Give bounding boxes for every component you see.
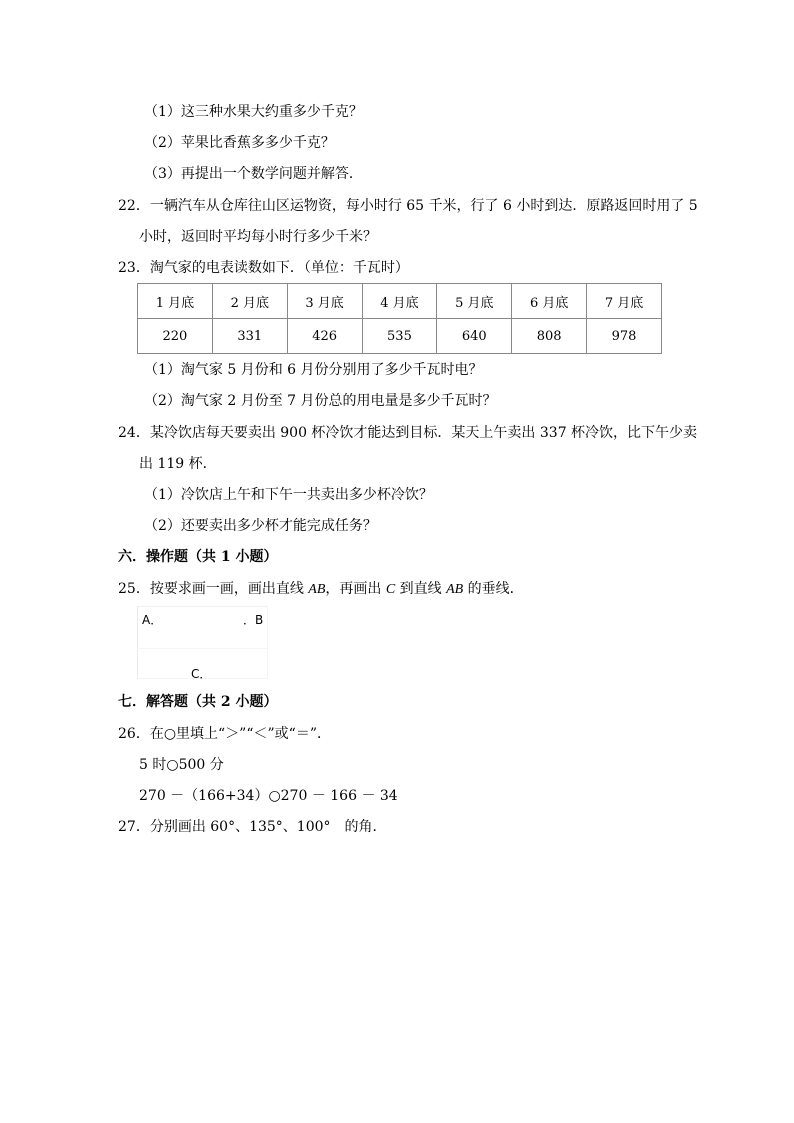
point-c-label: C． bbox=[191, 667, 212, 681]
table-cell: 220 bbox=[138, 319, 213, 354]
q21-sub2: （2）苹果比香蕉多多少千克？ bbox=[144, 135, 335, 151]
point-c-label: C bbox=[385, 582, 396, 597]
line-ab-label: AB bbox=[446, 582, 464, 597]
q24-line1: 24．某冷饮店每天要卖出 900 杯冷饮才能达到目标．某天上午卖出 337 杯冷饮，比下午少卖 bbox=[118, 425, 698, 441]
points-figure bbox=[137, 606, 269, 680]
q23-sub2: （2）淘气家 2 月份至 7 月份总的用电量是多少千瓦时？ bbox=[144, 393, 497, 409]
figure-edge bbox=[137, 606, 138, 678]
q21-sub3: （3）再提出一个数学问题并解答． bbox=[144, 166, 363, 182]
section-heading-answer: 七．解答题（共 2 小题） bbox=[118, 694, 278, 710]
table-cell: 535 bbox=[362, 319, 437, 354]
table-cell: 978 bbox=[587, 319, 662, 354]
meter-reading-table bbox=[137, 283, 662, 354]
table-cell: 426 bbox=[287, 319, 362, 354]
table-row bbox=[138, 319, 662, 354]
table-cell: 331 bbox=[212, 319, 287, 354]
q25-text bbox=[118, 579, 524, 600]
q22-line1: 22．一辆汽车从仓库往山区运物资，每小时行 65 千米，行了 6 小时到达．原路返回时用了 5 bbox=[118, 198, 698, 214]
q26-expr2: 270 －（166+34）○270 － 166 － 34 bbox=[139, 788, 398, 804]
q21-sub1: （1）这三种水果大约重多少千克？ bbox=[144, 104, 363, 120]
figure-edge bbox=[137, 606, 267, 607]
figure-edge bbox=[137, 648, 267, 649]
table-cell: 640 bbox=[437, 319, 512, 354]
table-header-cell: 1 月底 bbox=[138, 284, 213, 319]
q25-text-part: 到直线 bbox=[395, 581, 447, 597]
point-b-label: ．B bbox=[243, 613, 264, 627]
table-row bbox=[138, 284, 662, 319]
figure-edge bbox=[267, 606, 268, 678]
line-ab-label: AB bbox=[308, 582, 326, 597]
q25-text-part: 的垂线． bbox=[463, 581, 524, 597]
table-header-cell: 6 月底 bbox=[512, 284, 587, 319]
q23-intro: 23．淘气家的电表读数如下．（单位：千瓦时） bbox=[118, 260, 409, 276]
point-a-label: A． bbox=[142, 613, 163, 627]
table-header-cell: 3 月底 bbox=[287, 284, 362, 319]
table-header-cell: 2 月底 bbox=[212, 284, 287, 319]
q24-sub2: （2）还要卖出多少杯才能完成任务？ bbox=[144, 518, 377, 534]
q25-text-part: ，再画出 bbox=[325, 581, 386, 597]
q23-sub1: （1）淘气家 5 月份和 6 月份分别用了多少千瓦时电？ bbox=[144, 362, 483, 378]
q26-expr1: 5 时○500 分 bbox=[139, 757, 224, 773]
table-header-cell: 7 月底 bbox=[587, 284, 662, 319]
table-cell: 808 bbox=[512, 319, 587, 354]
table-header-cell: 4 月底 bbox=[362, 284, 437, 319]
q22-line2: 小时，返回时平均每小时行多少千米？ bbox=[139, 229, 377, 245]
q24-line2: 出 119 杯． bbox=[139, 456, 217, 472]
q25-text-part: 25．按要求画一画，画出直线 bbox=[118, 581, 309, 597]
section-heading-operation: 六．操作题（共 1 小题） bbox=[118, 549, 278, 565]
q26-intro: 26．在○里填上“＞”“＜”或“＝”． bbox=[118, 726, 331, 742]
q27-text: 27．分别画出 60°、135°、100° 的角． bbox=[118, 819, 387, 835]
table-header-cell: 5 月底 bbox=[437, 284, 512, 319]
q24-sub1: （1）冷饮店上午和下午一共卖出多少杯冷饮？ bbox=[144, 487, 433, 503]
